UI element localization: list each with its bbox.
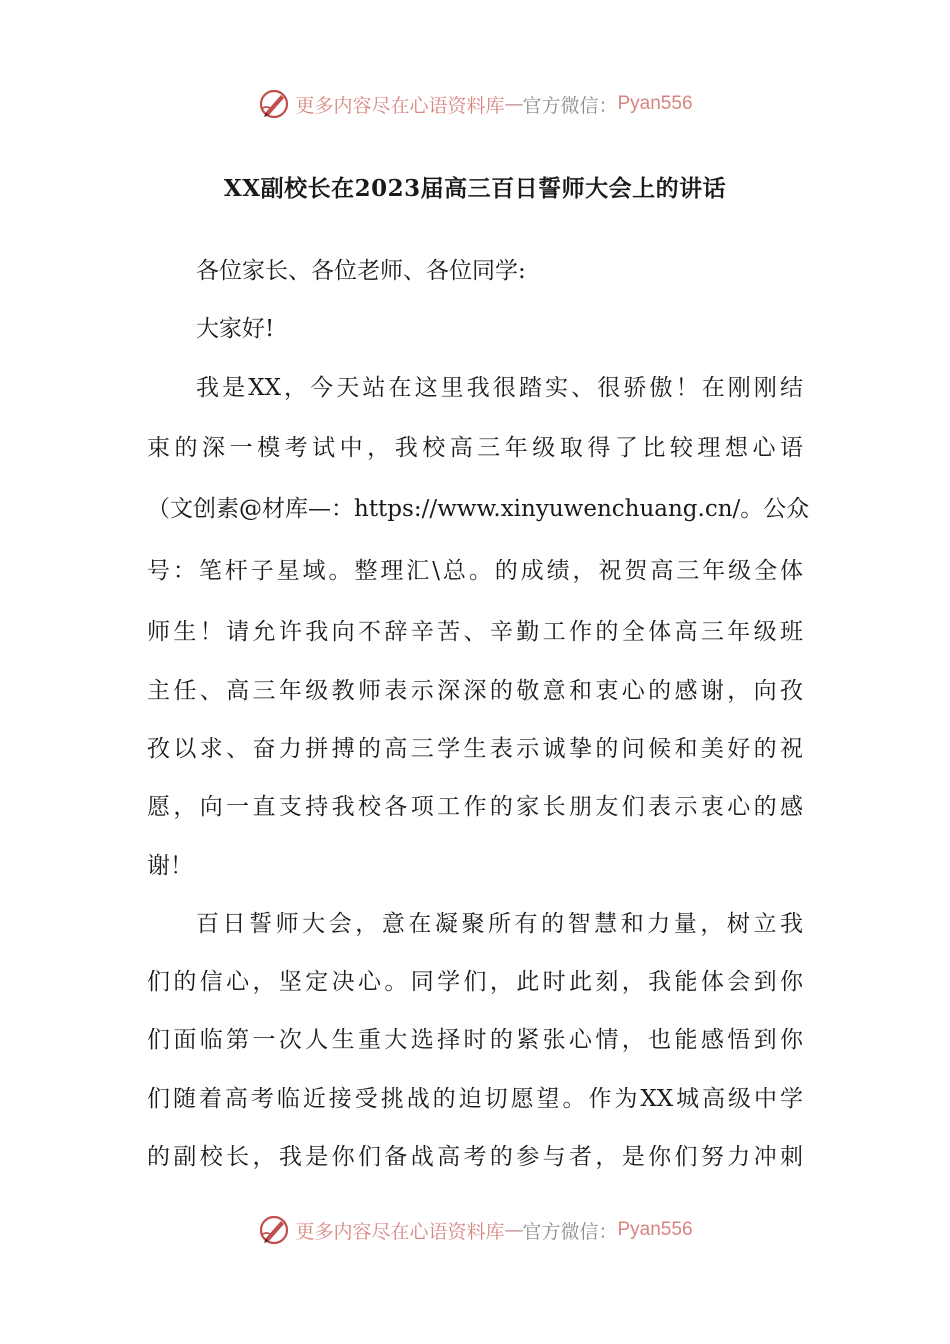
pen-logo-icon: [257, 1213, 291, 1247]
watermark-wechat-id: Pyan556: [617, 1219, 693, 1240]
paragraph-line: 大家好!: [196, 316, 275, 342]
footer-watermark: [0, 1208, 950, 1252]
paragraph-line: 各位家长、各位老师、各位同学:: [196, 258, 526, 284]
paragraph-line: 谢！: [147, 853, 193, 879]
paragraph-line: 们面临第一次人生重大选择时的紧张心情，也能感悟到你: [147, 1027, 803, 1053]
paragraph-line: 束的深一模考试中，我校高三年级取得了比较理想心语: [147, 435, 803, 461]
paragraph-line: 孜以求、奋力拼搏的高三学生表示诚挚的问候和美好的祝: [147, 736, 803, 762]
watermark-label: 官方微信：: [522, 1220, 618, 1243]
paragraph-line: 百日誓师大会，意在凝聚所有的智慧和力量，树立我: [196, 911, 803, 937]
paragraph-line: 们的信心，坚定决心。同学们，此时此刻，我能体会到你: [147, 969, 803, 995]
paragraph-line: 愿，向一直支持我校各项工作的家长朋友们表示衷心的感: [147, 794, 803, 820]
header-watermark: [0, 82, 950, 126]
watermark-text: 更多内容尽在心语资料库: [295, 1220, 505, 1243]
watermark-dash: —: [504, 1219, 523, 1241]
paragraph-line: 们随着高考临近接受挑战的迫切愿望。作为XX城高级中学: [147, 1086, 803, 1112]
watermark-wechat-id: Pyan556: [617, 93, 693, 114]
pen-logo-icon: [257, 87, 291, 121]
paragraph-line: 号：笔杆子星域。整理汇\总。的成绩，祝贺高三年级全体: [147, 558, 803, 584]
paragraph-line: 的副校长，我是你们备战高考的参与者，是你们努力冲刺: [147, 1144, 803, 1170]
watermark-dash: —: [504, 93, 523, 115]
document-title: XX副校长在2023届高三百日誓师大会上的讲话: [223, 175, 727, 202]
paragraph-line: 主任、高三年级教师表示深深的敬意和衷心的感谢，向孜: [147, 678, 803, 704]
paragraph-line: 我是XX，今天站在这里我很踏实、很骄傲！在刚刚结: [196, 375, 803, 401]
watermark-text: 更多内容尽在心语资料库: [295, 94, 505, 117]
paragraph-line: 师生！请允许我向不辞辛苦、辛勤工作的全体高三年级班: [147, 619, 803, 645]
watermark-label: 官方微信：: [522, 94, 618, 117]
paragraph-line: （文创素@材库—：https://www.xinyuwenchuang.cn/。公众: [147, 496, 810, 522]
